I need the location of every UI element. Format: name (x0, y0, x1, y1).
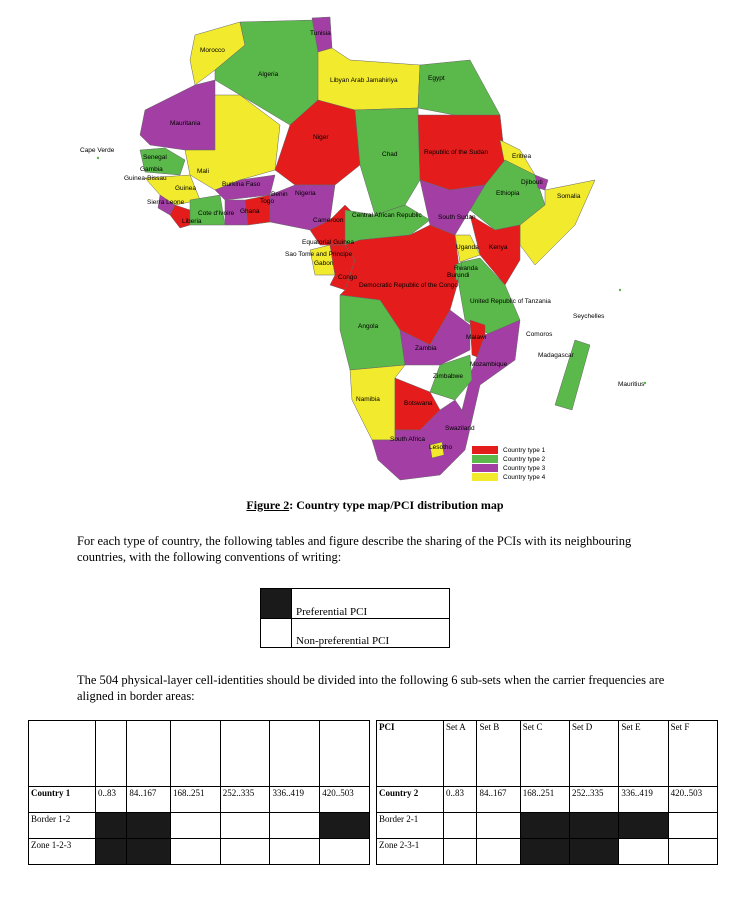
label-namibia: Namibia (356, 396, 380, 403)
map-legend (472, 446, 546, 481)
legend-label-2: Country type 2 (503, 456, 546, 463)
preferential-label: Preferential PCI (292, 589, 450, 619)
t2-cell (444, 839, 477, 865)
figure-title: : Country type map/PCI distribution map (289, 498, 504, 512)
t1-cell (96, 813, 127, 839)
t2-header-range: 168..251 (520, 787, 569, 813)
t2-cell (520, 839, 569, 865)
t1-top-blank (320, 721, 370, 787)
t2-header-range: 252..335 (570, 787, 619, 813)
label-south-sudan: South Sudan (438, 214, 476, 221)
label-seychelles: Seychelles (573, 313, 605, 320)
legend-swatch-4 (472, 473, 498, 481)
label-algeria: Algeria (258, 71, 279, 78)
t2-set-header: Set C (520, 721, 569, 787)
t1-top-blank (170, 721, 220, 787)
label-comoros: Comoros (526, 331, 553, 338)
t2-cell (668, 839, 717, 865)
t2-cell (520, 813, 569, 839)
label-kenya: Kenya (489, 244, 508, 251)
pci-table-country-1 (28, 720, 370, 865)
label-cape-verde: Cape Verde (80, 147, 115, 154)
legend-label-3: Country type 3 (503, 465, 546, 472)
label-eq-guinea: Equatorial Guinea (302, 239, 355, 246)
t1-row-label: Zone 1-2-3 (29, 839, 96, 865)
t1-cell (270, 813, 320, 839)
label-cote-divoire: Cote d'Ivoire (198, 210, 235, 217)
t2-cell (570, 839, 619, 865)
label-benin: Benin (271, 191, 288, 198)
conventions-legend (260, 588, 450, 648)
label-swaziland: Swaziland (445, 425, 475, 432)
t1-header-range: 252..335 (220, 787, 270, 813)
t2-set-header: Set E (619, 721, 668, 787)
region-chad (355, 108, 420, 215)
africa-map (80, 10, 700, 490)
label-mauritius: Mauritius (618, 381, 645, 388)
region-egypt (418, 60, 500, 118)
region-mauritania (140, 80, 215, 150)
legend-swatch-3 (472, 464, 498, 472)
preferential-swatch (261, 589, 292, 619)
label-sierra-leone: Sierra Leone (147, 199, 185, 206)
figure-caption (0, 498, 750, 513)
t1-header-range: 420..503 (320, 787, 370, 813)
legend-label-4: Country type 4 (503, 474, 546, 481)
label-nigeria: Nigeria (295, 190, 316, 197)
t2-header-range: 84..167 (477, 787, 520, 813)
non-preferential-label: Non-preferential PCI (292, 618, 450, 648)
t2-set-header: Set A (444, 721, 477, 787)
t1-header-range: 168..251 (170, 787, 220, 813)
t1-top-blank (29, 721, 96, 787)
t2-cell (477, 839, 520, 865)
label-madagascar: Madagascar (538, 352, 574, 359)
paragraph-conventions: For each type of country, the following tables and figure describe the sharing of the PCIs with its neighbouring countries, with the following conventions of writing: (77, 534, 632, 564)
t1-cell (320, 839, 370, 865)
legend-swatch-2 (472, 455, 498, 463)
t2-set-header: PCI (377, 721, 444, 787)
label-ethiopia: Ethiopia (496, 190, 520, 197)
label-zambia: Zambia (415, 345, 437, 352)
t1-top-blank (220, 721, 270, 787)
label-libya: Libyan Arab Jamahiriya (330, 77, 398, 84)
legend-swatch-1 (472, 446, 498, 454)
label-somalia: Somalia (557, 193, 581, 200)
t2-set-header: Set F (668, 721, 717, 787)
t2-cell (477, 813, 520, 839)
t1-cell (170, 813, 220, 839)
label-lesotho: Lesotho (429, 444, 453, 451)
label-eritrea: Eritrea (512, 153, 532, 160)
t2-header-range: 420..503 (668, 787, 717, 813)
label-zimbabwe: Zimbabwe (433, 373, 463, 380)
t1-cell (127, 839, 171, 865)
label-gambia: Gambia (140, 166, 163, 173)
label-djibouti: Djibouti (521, 179, 543, 186)
t2-cell (570, 813, 619, 839)
t1-header-label: Country 1 (29, 787, 96, 813)
label-sao-tome: Sao Tome and Principe (285, 251, 353, 258)
label-botswana: Botswana (404, 400, 433, 407)
t1-cell (96, 839, 127, 865)
label-burkina-faso: Burkina Faso (222, 181, 261, 188)
label-morocco: Morocco (200, 47, 225, 54)
region-madagascar (555, 340, 590, 410)
island-cape-verde (97, 157, 99, 159)
t2-cell (619, 813, 668, 839)
t1-top-blank (270, 721, 320, 787)
label-tanzania: United Republic of Tanzania (470, 298, 551, 305)
label-niger: Niger (313, 134, 329, 141)
label-togo: Togo (260, 198, 275, 205)
label-uganda: Uganda (456, 244, 479, 251)
t1-header-range: 84..167 (127, 787, 171, 813)
label-mali: Mali (197, 168, 209, 175)
label-chad: Chad (382, 151, 398, 158)
t1-header-range: 0..83 (96, 787, 127, 813)
non-preferential-swatch (261, 618, 292, 648)
legend-label-1: Country type 1 (503, 447, 546, 454)
label-malawi: Malawi (466, 334, 487, 341)
label-gabon: Gabon (314, 260, 334, 267)
label-car: Central African Republic (352, 212, 422, 219)
t2-header-label: Country 2 (377, 787, 444, 813)
label-congo: Congo (338, 274, 358, 281)
figure-number: Figure 2 (246, 498, 290, 512)
island-seychelles (619, 289, 621, 291)
t2-cell (668, 813, 717, 839)
label-rwanda: Rwanda (454, 265, 478, 272)
t1-cell (170, 839, 220, 865)
t2-cell (619, 839, 668, 865)
t2-row-label: Zone 2-3-1 (377, 839, 444, 865)
label-guinea-bissau: Guinea-Bissau (124, 175, 167, 182)
t2-header-range: 336..419 (619, 787, 668, 813)
label-guinea: Guinea (175, 185, 196, 192)
t2-row-label: Border 2-1 (377, 813, 444, 839)
label-tunisia: Tunisia (310, 30, 331, 37)
paragraph-subsets: The 504 physical-layer cell-identities should be divided into the following 6 sub-sets when the carrier frequencies are aligned in border areas: (77, 673, 665, 703)
label-egypt: Egypt (428, 75, 445, 82)
t1-cell (127, 813, 171, 839)
t2-header-range: 0..83 (444, 787, 477, 813)
t2-set-header: Set D (570, 721, 619, 787)
t1-cell (220, 839, 270, 865)
t1-cell (320, 813, 370, 839)
label-ghana: Ghana (240, 208, 260, 215)
t1-cell (220, 813, 270, 839)
t2-cell (444, 813, 477, 839)
t1-cell (270, 839, 320, 865)
label-drc: Democratic Republic of the Congo (359, 282, 458, 289)
t1-top-blank (127, 721, 171, 787)
t1-header-range: 336..419 (270, 787, 320, 813)
label-cameroon: Cameroon (313, 217, 344, 224)
t2-set-header: Set B (477, 721, 520, 787)
t1-row-label: Border 1-2 (29, 813, 96, 839)
t1-top-blank (96, 721, 127, 787)
pci-table-country-2 (376, 720, 718, 865)
label-mozambique: Mozambique (470, 361, 508, 368)
label-angola: Angola (358, 323, 379, 330)
label-burundi: Burundi (447, 272, 470, 279)
label-south-africa: South Africa (390, 436, 426, 443)
label-mauritania: Mauritania (170, 120, 201, 127)
label-liberia: Liberia (182, 218, 202, 225)
label-sudan: Republic of the Sudan (424, 149, 488, 156)
label-senegal: Senegal (143, 154, 167, 161)
